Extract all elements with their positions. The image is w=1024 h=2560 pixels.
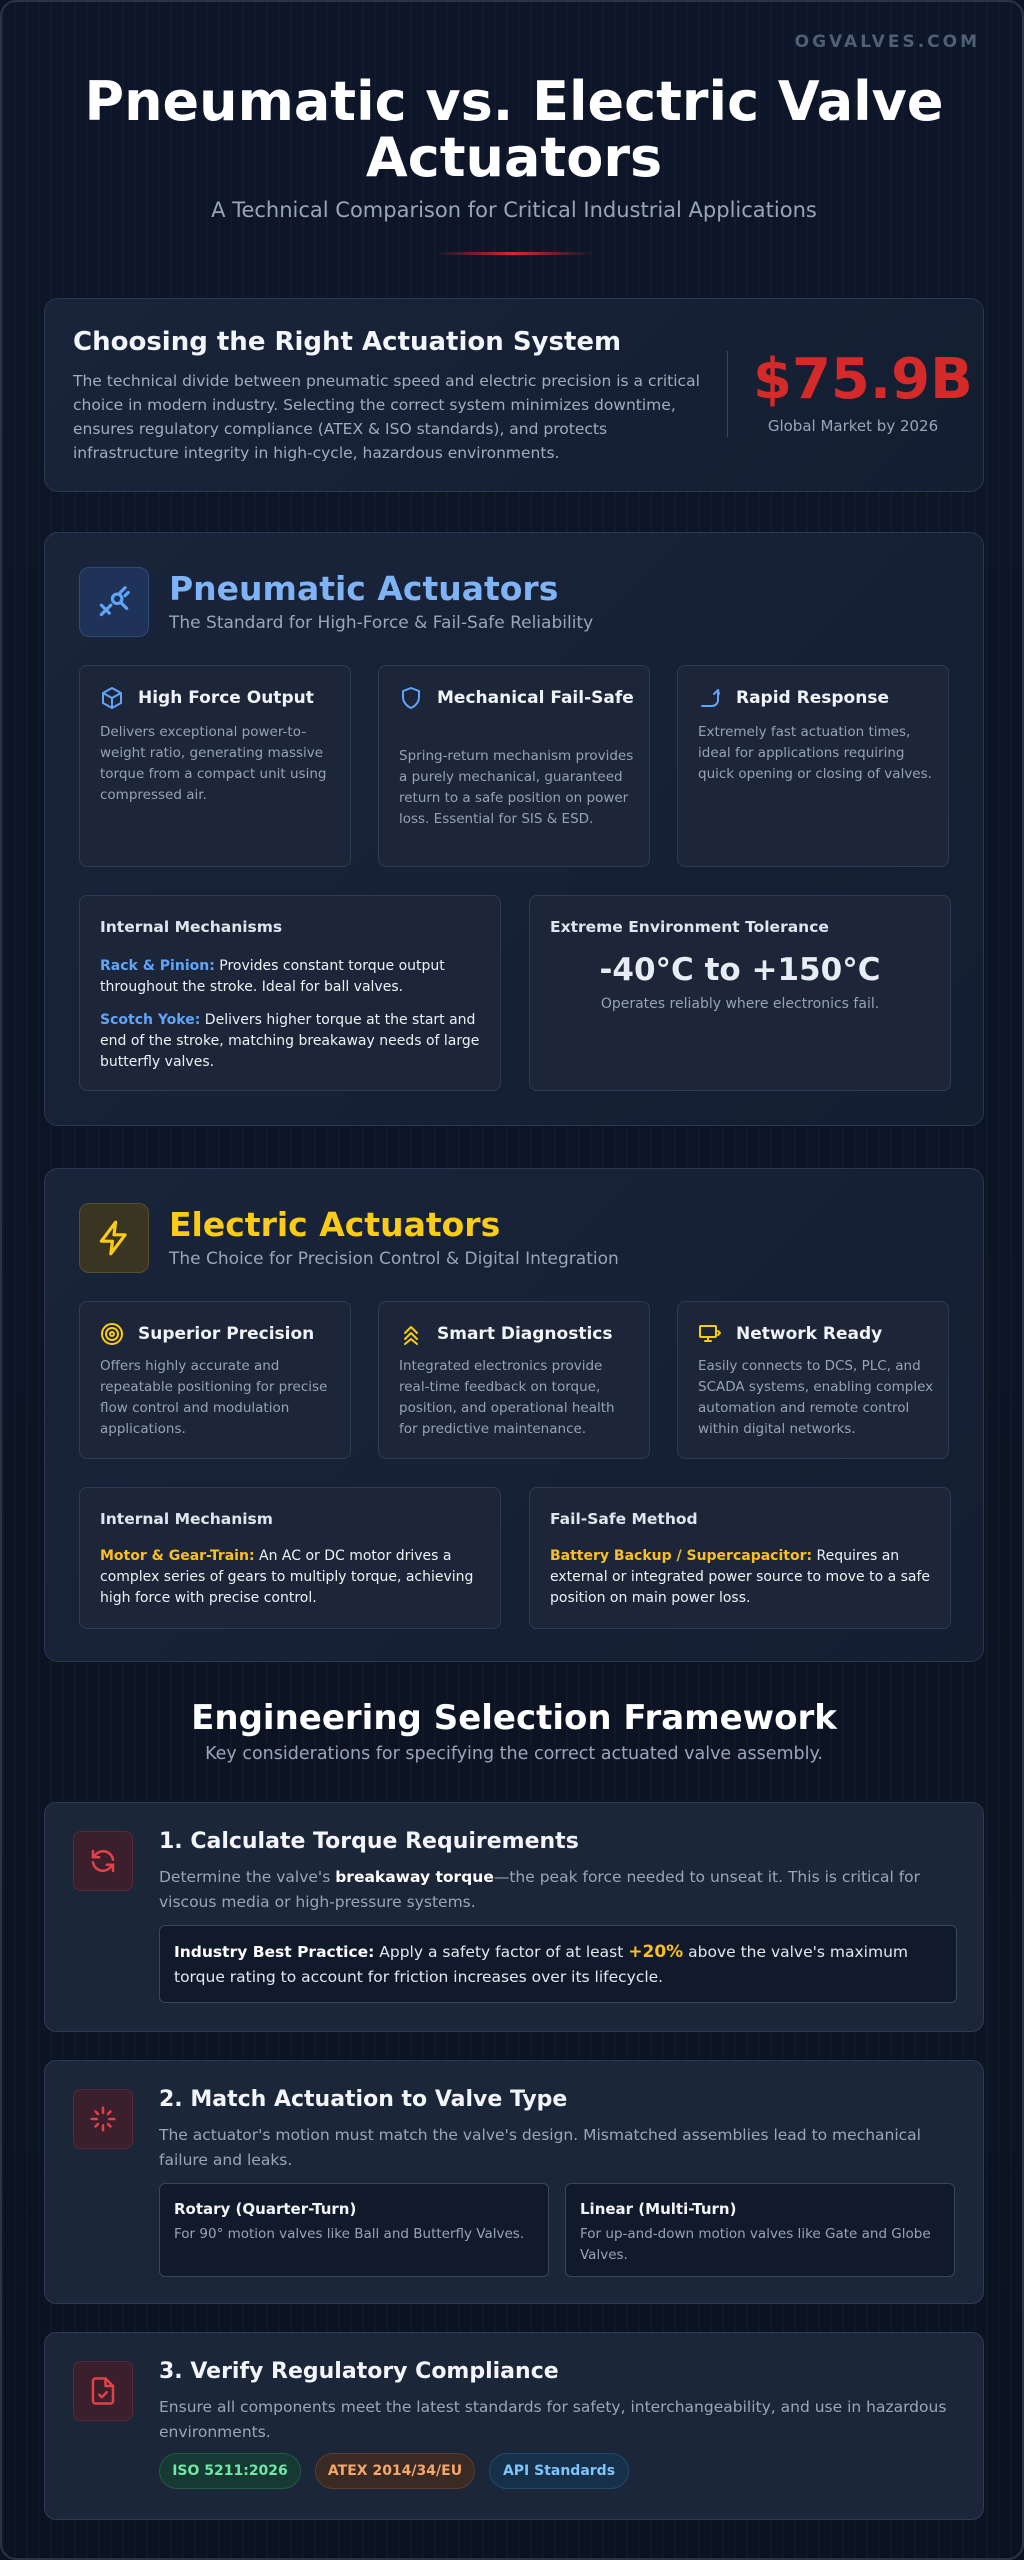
feature-text: Spring-return mechanism provides a purely mechanical, guaranteed return to a safe position on power loss. Essential for SIS & ESD.	[399, 748, 634, 827]
internal-mechanisms-card	[79, 895, 501, 1091]
network-monitor-icon	[698, 1322, 722, 1346]
rapid-arrow-icon	[698, 686, 722, 710]
best-practice-text: Industry Best Practice: Apply a safety factor of at least +20% above the valve's maximum torque rating to account for friction increases over its lifecycle.	[174, 1942, 908, 1986]
feature-card-precision	[79, 1301, 351, 1459]
pneumatic-title: Pneumatic Actuators	[169, 569, 559, 608]
electric-mechanism-card	[79, 1487, 501, 1629]
linear-title: Linear (Multi-Turn)	[580, 2200, 737, 2218]
feature-text: Easily connects to DCS, PLC, and SCADA systems, enabling complex automation and remote control within digital networks.	[698, 1358, 934, 1437]
feature-title: Superior Precision	[138, 1324, 315, 1344]
feature-title: High Force Output	[138, 688, 314, 708]
feature-title: Network Ready	[736, 1324, 883, 1344]
rotary-box	[159, 2183, 549, 2277]
step-torque	[44, 1802, 984, 2032]
mechanism-motor-gear: Motor & Gear-Train: An AC or DC motor drives a complex series of gears to multiply torque, achieving high force with precise control.	[100, 1548, 474, 1606]
mechanism-scotch-yoke: Scotch Yoke: Delivers higher torque at the start and end of the stroke, matching breakaway needs of large butterfly valves.	[100, 1012, 480, 1070]
mechanism-rack-pinion: Rack & Pinion: Provides constant torque output throughout the stroke. Ideal for ball valves.	[100, 958, 445, 995]
badge-atex: ATEX 2014/34/EU	[315, 2453, 475, 2489]
step-description: Determine the valve's breakaway torque—the peak force needed to unseat it. This is critical for viscous media or high-pressure systems.	[159, 1868, 921, 1911]
pneumatic-tool-icon	[79, 567, 149, 637]
feature-text: Offers highly accurate and repeatable positioning for precise flow control and modulation applications.	[100, 1358, 328, 1437]
environment-note: Operates reliably where electronics fail.	[600, 996, 880, 1012]
electric-subtitle: The Choice for Precision Control & Digital Integration	[169, 1249, 619, 1269]
step-title: 2. Match Actuation to Valve Type	[159, 2087, 568, 2112]
feature-title: Smart Diagnostics	[437, 1324, 613, 1344]
feature-title: Mechanical Fail-Safe	[437, 688, 634, 708]
feature-text: Extremely fast actuation times, ideal for applications requiring quick opening or closing of valves.	[698, 724, 932, 782]
step-compliance	[44, 2332, 984, 2520]
intro-card	[44, 298, 984, 492]
step-description: The actuator's motion must match the valve's design. Mismatched assemblies lead to mechanical failure and leaks.	[159, 2126, 921, 2169]
mechanisms-title: Internal Mechanisms	[100, 918, 283, 936]
target-icon	[100, 1322, 124, 1346]
feature-title: Rapid Response	[736, 688, 889, 708]
sparkle-icon	[73, 2089, 133, 2149]
page-title: Pneumatic vs. Electric Valve Actuators	[84, 70, 944, 189]
framework-title: Engineering Selection Framework	[191, 1698, 837, 1738]
step-title: 1. Calculate Torque Requirements	[159, 1829, 579, 1854]
rotary-text: For 90° motion valves like Ball and Butterfly Valves.	[174, 2226, 525, 2242]
feature-card-fail-safe	[378, 665, 650, 867]
title-underline	[434, 252, 594, 255]
temperature-range: -40°C to +150°C	[599, 952, 881, 988]
pneumatic-subtitle: The Standard for High-Force & Fail-Safe Reliability	[169, 613, 594, 633]
intro-heading: Choosing the Right Actuation System	[73, 327, 622, 357]
step-title: 3. Verify Regulatory Compliance	[159, 2359, 559, 2384]
intro-divider	[727, 351, 728, 437]
page-subtitle: A Technical Comparison for Critical Industrial Applications	[211, 198, 817, 222]
cube-icon	[100, 686, 124, 710]
linear-text: For up-and-down motion valves like Gate and Globe Valves.	[580, 2226, 931, 2263]
feature-card-rapid-response	[677, 665, 949, 867]
framework-subtitle: Key considerations for specifying the correct actuated valve assembly.	[205, 1744, 823, 1764]
environment-tolerance-card	[529, 895, 951, 1091]
market-stat-label: Global Market by 2026	[767, 417, 939, 435]
linear-box	[565, 2183, 955, 2277]
feature-card-network	[677, 1301, 949, 1459]
shield-icon	[399, 686, 423, 710]
feature-text: Integrated electronics provide real-time feedback on torque, position, and operational health for predictive maintenance.	[399, 1358, 615, 1437]
feature-card-diagnostics	[378, 1301, 650, 1459]
pneumatic-section	[44, 532, 984, 1126]
electric-section	[44, 1168, 984, 1662]
feature-text: Delivers exceptional power-to-weight ratio, generating massive torque from a compact unit using compressed air.	[100, 724, 327, 803]
failsafe-title: Fail-Safe Method	[550, 1510, 698, 1528]
best-practice-box	[159, 1925, 957, 2003]
badge-api: API Standards	[489, 2453, 629, 2489]
refresh-icon	[73, 1831, 133, 1891]
step-description: Ensure all components meet the latest standards for safety, interchangeability, and use in hazardous environments.	[159, 2398, 947, 2441]
failsafe-method-card	[529, 1487, 951, 1629]
mechanism-title: Internal Mechanism	[100, 1510, 273, 1528]
rotary-title: Rotary (Quarter-Turn)	[174, 2200, 357, 2218]
badge-iso: ISO 5211:2026	[159, 2453, 301, 2489]
feature-card-high-force	[79, 665, 351, 867]
safety-factor-value: +20%	[628, 1942, 684, 1962]
chevrons-up-icon	[399, 1322, 423, 1346]
failsafe-battery: Battery Backup / Supercapacitor: Requires an external or integrated power source to move to a safe position on main power loss.	[550, 1548, 931, 1606]
intro-body: The technical divide between pneumatic speed and electric precision is a critical choice in modern industry. Selecting the correct system minimizes downtime, ensures regulatory compliance (ATEX & ISO standards), and protects infrastructure integrity in high-cycle, hazardous environments.	[73, 372, 700, 462]
document-check-icon	[73, 2361, 133, 2421]
market-stat-value: $75.9B	[753, 347, 973, 412]
brand-label[interactable]: OGVALVES.COM	[794, 32, 980, 52]
lightning-icon	[79, 1203, 149, 1273]
step-valve-type	[44, 2060, 984, 2304]
environment-title: Extreme Environment Tolerance	[550, 918, 829, 936]
electric-title: Electric Actuators	[169, 1205, 501, 1244]
